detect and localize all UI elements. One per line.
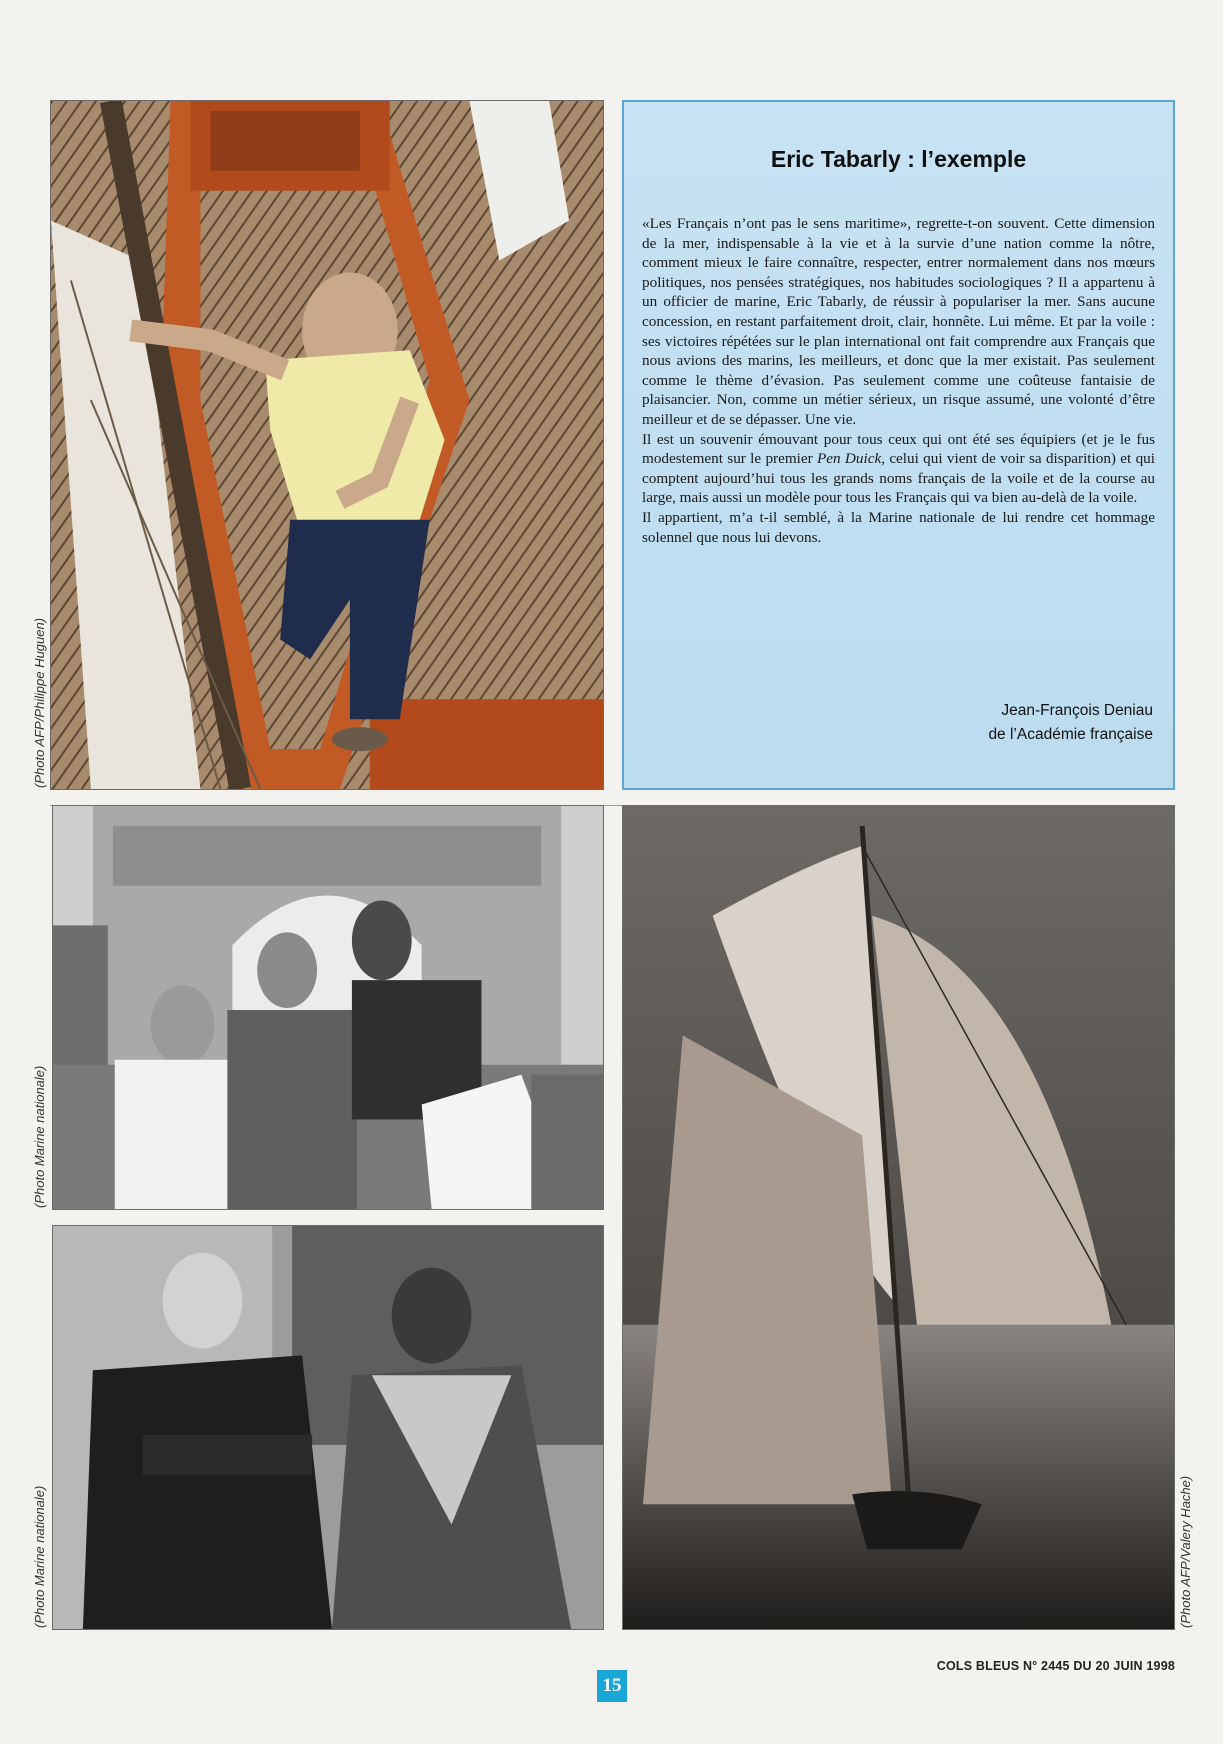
author-name: Jean-François Deniau (1001, 702, 1153, 719)
author-title: de l’Académie française (988, 726, 1153, 743)
article-paragraph: Il est un souvenir émouvant pour tous ceux qui ont été ses équipiers (et je le fus modestement sur le premier Pen Duick, celui qui vient de voir sa disparition) et qui comptent aujourd’hui tous les grands noms français de la voile et de la course au large, mais aussi un modèle pour tous les Français qui va bien au-delà de la voile. (642, 430, 1155, 507)
photo-credit: (Photo Marine nationale) (32, 1065, 47, 1208)
photo-pen-duick-sailboat (622, 805, 1175, 1630)
sailor-deck-illustration (51, 101, 603, 789)
photo-tabarly-portrait (52, 1225, 604, 1630)
photo-arc-de-triomphe (52, 805, 604, 1210)
photo-credit: (Photo AFP/Valery Hache) (1178, 1475, 1193, 1628)
issue-info: COLS BLEUS N° 2445 DU 20 JUIN 1998 (936, 1659, 1175, 1673)
arc-illustration (53, 806, 603, 1209)
boat-name: Pen Duick (817, 450, 882, 468)
article-paragraph: Il appartient, m’a t-il semblé, à la Marine nationale de lui rendre cet hommage solennel que nous lui devons. (642, 508, 1155, 546)
portrait-illustration (53, 1226, 603, 1629)
article-title: Eric Tabarly : l’exemple (770, 146, 1027, 172)
article-body (642, 214, 1155, 547)
photo-sailor-on-deck (50, 100, 604, 790)
photo-credit: (Photo AFP/Philippe Huguen) (32, 617, 47, 788)
photo-credit: (Photo Marine nationale) (32, 1485, 47, 1628)
page-number: 15 (597, 1670, 627, 1702)
article-paragraph: «Les Français n’ont pas le sens maritime», regrette-t-on souvent. Cette dimension de la mer, indispensable à la vie et à la survie d’une nation comme la nôtre, comment mieux le faire connaître, respecter, entrer normalement dans nos mœurs politiques, nos pensées stratégiques, nos habitudes sociologiques ? Il a appartenu à un officier de marine, Eric Tabarly, de réussir à populariser la mer. Sans aucune concession, en restant parfaitement droit, clair, honnête. Lui même. Et par la voile : ses victoires répétées sur le plan international ont fait comprendre aux Français que nous avions des marins, les meilleurs, et donc que la mer existait. Pas seulement comme le thème d’évasion. Pas seulement comme une coûteuse fantaisie de plaisancier. Non, comme un métier sérieux, un risque assumé, une volonté d’être meilleur et de se dépasser. Une vie. (642, 215, 1155, 428)
signature (988, 699, 1153, 747)
article-box (622, 100, 1175, 790)
sailboat-illustration (623, 806, 1174, 1629)
